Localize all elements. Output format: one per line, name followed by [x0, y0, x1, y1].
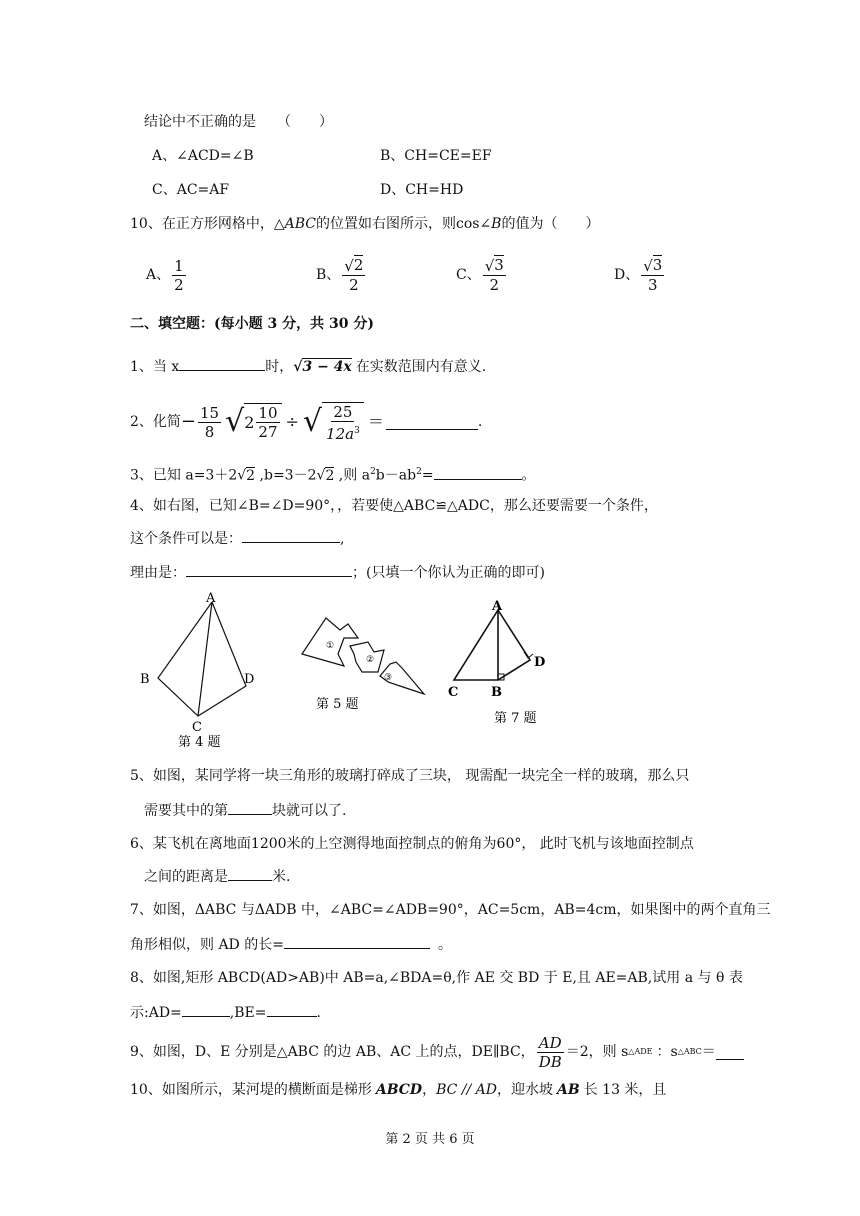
sqrt-icon: √	[302, 404, 323, 439]
answer-blank	[228, 866, 272, 881]
fraction	[172, 257, 186, 294]
sqrt-icon: √	[316, 467, 326, 484]
triangle-adb	[498, 610, 530, 680]
f6-line2b: 米.	[272, 869, 291, 885]
caption-fig5: 第 5 题	[316, 697, 359, 712]
answer-blank	[182, 1002, 230, 1017]
sqrt-icon: √	[643, 257, 653, 275]
f5-line2a: 需要其中的第	[144, 803, 228, 819]
option-label: D、	[614, 267, 640, 283]
f4-line2a: 这个条件可以是：	[130, 531, 242, 547]
triangle-abc	[454, 610, 498, 680]
radicand	[322, 402, 364, 443]
q10-option-b	[316, 252, 367, 298]
figure-7	[448, 599, 545, 726]
numerator	[342, 256, 365, 276]
q10-prefix: 10、在正方形网格中，	[130, 216, 274, 232]
sqrt-icon: √	[225, 404, 245, 439]
f4-line2b: ,	[340, 531, 345, 547]
label-a: A	[492, 599, 503, 614]
sqrt-icon: √	[344, 257, 354, 275]
answer-blank	[179, 356, 265, 371]
f9-d: ＝	[701, 1044, 716, 1060]
q10-option-a	[146, 252, 188, 298]
denominator: DB	[538, 1052, 562, 1071]
radicand: 3	[652, 256, 663, 274]
answer-blank	[186, 562, 352, 577]
q10-option-c	[456, 252, 508, 298]
label-b: B	[491, 685, 502, 700]
fill-6-line1: 6、某飞机在离地面1200米的上空测得地面控制点的俯角为60°， 此时飞机与该地面控制点	[130, 836, 694, 852]
fill-4-line2	[130, 528, 344, 549]
f7-line2b: 。	[437, 937, 452, 953]
answer-blank	[242, 528, 340, 543]
f4-line3a: 理由是：	[130, 565, 186, 581]
exponent: 3	[354, 425, 360, 436]
fraction	[198, 404, 221, 441]
numerator: 25	[333, 402, 353, 421]
answer-blank	[434, 465, 522, 480]
fill-8-line2	[130, 1002, 321, 1023]
f9-a: 9、如图，D、E 分别是△ABC 的边 AB、AC 上的点，DE∥BC，	[130, 1044, 535, 1060]
f3-a: 3、已知 a=3＋2	[130, 467, 238, 484]
q10-cos: cos∠	[455, 216, 492, 232]
answer-blank	[228, 800, 272, 815]
f5-line2b: 块就可以了.	[272, 803, 347, 819]
f3-b: ,b=3－2	[255, 467, 317, 484]
fill-6-line2	[144, 866, 290, 887]
f1-a: 1、当 x	[130, 359, 180, 375]
denominator-base: 12a	[326, 424, 355, 443]
q9-option-b: B、CH=CE=EF	[380, 148, 492, 164]
exponent: 2	[370, 467, 376, 477]
f1-radicand: 3 − 4x	[302, 359, 352, 375]
fill-7-line2	[130, 934, 452, 955]
label-d: D	[244, 672, 255, 687]
fill-3	[130, 462, 536, 486]
denominator: 3	[648, 276, 658, 294]
answer-blank	[386, 415, 478, 430]
caption-fig4: 第 4 题	[178, 735, 221, 750]
f10-a: 10、如图所示，某河堤的横断面是梯形	[130, 1082, 372, 1098]
figures-panel	[130, 588, 750, 756]
fill-10	[130, 1080, 666, 1100]
numerator: AD	[538, 1033, 562, 1052]
q10-triangle: △	[273, 216, 285, 232]
f2-div: ÷	[285, 412, 299, 431]
kite-outline	[158, 602, 246, 716]
f2-minus: −	[180, 411, 197, 432]
q9-option-d: D、CH=HD	[380, 182, 464, 198]
q10-middle: 的位置如右图所示，则	[315, 216, 456, 232]
option-label: B、	[316, 267, 341, 283]
radicand: 3	[494, 256, 504, 274]
f2-end: .	[477, 414, 483, 430]
numerator: 15	[200, 403, 220, 422]
q10-suffix: 的值为（ ）	[501, 216, 600, 232]
f10-c: 长 13 米，且	[583, 1082, 667, 1098]
fraction	[483, 256, 506, 294]
f3-e: =	[421, 467, 434, 484]
fill-9	[130, 1030, 744, 1074]
fill-8-line1: 8、如图,矩形 ABCD(AD>AB)中 AB=a,∠BDA=θ,作 AE 交 BD 于 E,且 AE=AB,试用 a 与 θ 表	[130, 970, 743, 986]
q10-option-d	[614, 252, 666, 298]
sqrt-icon: √	[237, 467, 247, 484]
denominator: 2	[489, 276, 500, 294]
q9-option-c: C、AC=AF	[152, 182, 230, 198]
f3-c: ,则 a	[334, 467, 371, 484]
subscript: △ADE	[628, 1047, 653, 1056]
f2-a: 2、化简	[130, 414, 181, 430]
f6-line2a: 之间的距离是	[144, 869, 228, 885]
f8-line2c: .	[316, 1005, 321, 1021]
f10-b: ，迎水坡	[497, 1082, 554, 1098]
numerator	[641, 256, 664, 276]
f3-end: 。	[521, 467, 536, 484]
fraction	[324, 403, 362, 443]
fraction	[641, 256, 664, 294]
option-label: C、	[456, 267, 481, 283]
label-c: C	[192, 720, 202, 735]
figure-5	[302, 618, 424, 712]
caption-fig7: 第 7 题	[494, 711, 537, 726]
sqrt-icon: √	[293, 359, 303, 375]
fill-1	[130, 356, 486, 377]
label-a: A	[206, 591, 216, 606]
f2-eq: ＝	[367, 412, 384, 431]
fill-4-line3	[130, 562, 545, 583]
answer-blank	[716, 1045, 744, 1060]
label-c: C	[448, 685, 459, 700]
q10-stem	[130, 214, 599, 234]
label-d: D	[534, 655, 546, 670]
figure-4	[140, 591, 254, 750]
answer-blank	[284, 934, 430, 949]
denominator: 8	[204, 422, 215, 441]
option-label: A、	[146, 267, 171, 283]
subscript: △ABC	[677, 1047, 702, 1056]
sqrt-icon: √	[484, 257, 495, 275]
f10-abcd: ABCD	[375, 1082, 423, 1098]
piece-label-3: ③	[384, 673, 393, 683]
radicand	[244, 403, 281, 441]
f8-line2b: ,BE=	[229, 1005, 267, 1021]
f3-d: b－ab	[375, 467, 417, 484]
q10-abc: ABC	[284, 216, 316, 232]
radicand: 2	[325, 467, 335, 484]
f9-b: ＝2，则 s	[565, 1044, 629, 1060]
q10-b: B	[491, 216, 502, 232]
page-footer: 第 2 页 共 6 页	[385, 1132, 475, 1147]
fill-5-line1: 5、如图，某同学将一块三角形的玻璃打碎成了三块， 现需配一块完全一样的玻璃，那么只	[130, 768, 690, 784]
f8-line2a: 示:AD=	[130, 1005, 182, 1021]
fill-2	[130, 398, 482, 446]
fill-5-line2	[144, 800, 346, 821]
denominator: 27	[258, 423, 278, 441]
numerator: 1	[174, 256, 184, 275]
q9-stem: 结论中不正确的是 （ ）	[144, 114, 333, 130]
fraction	[342, 256, 365, 294]
fraction	[537, 1034, 564, 1071]
q9-option-a: A、∠ACD=∠B	[152, 148, 254, 164]
f10-comma: ，	[422, 1082, 437, 1098]
fill-4-line1: 4、如右图，已知∠B=∠D=90°，，若要使△ABC≌△ADC，那么还要需要一个条件，	[130, 498, 658, 514]
piece-label-1: ①	[326, 641, 335, 651]
f2-whole: 2	[244, 412, 255, 432]
f10-bcad: BC // AD	[436, 1082, 498, 1098]
f4-line3b: ；(只填一个你认为正确的即可)	[352, 565, 545, 581]
f7-line2a: 角形相似，则 AD 的长=	[130, 937, 284, 953]
numerator	[483, 256, 506, 276]
f9-c: ：s	[656, 1044, 678, 1060]
denominator	[324, 422, 362, 443]
f1-c: 在实数范围内有意义.	[355, 359, 487, 375]
f1-b: 时，	[265, 359, 294, 375]
radicand: 2	[246, 467, 256, 484]
denominator: 2	[174, 275, 184, 294]
radicand: 2	[353, 256, 364, 274]
exponent: 2	[416, 467, 422, 477]
section-title: 二、填空题：(每小题 3 分，共 30 分)	[130, 316, 374, 332]
piece-label-2: ②	[366, 655, 375, 665]
answer-blank	[267, 1002, 317, 1017]
fraction	[256, 404, 279, 441]
fill-7-line1: 7、如图，ΔABC 与ΔADB 中，∠ABC=∠ADB=90°，AC=5cm，AB=4cm，如果图中的两个直角三	[130, 902, 771, 918]
numerator: 10	[258, 404, 278, 422]
label-b: B	[140, 672, 150, 687]
f10-ab: AB	[557, 1082, 580, 1098]
denominator: 2	[349, 276, 359, 294]
